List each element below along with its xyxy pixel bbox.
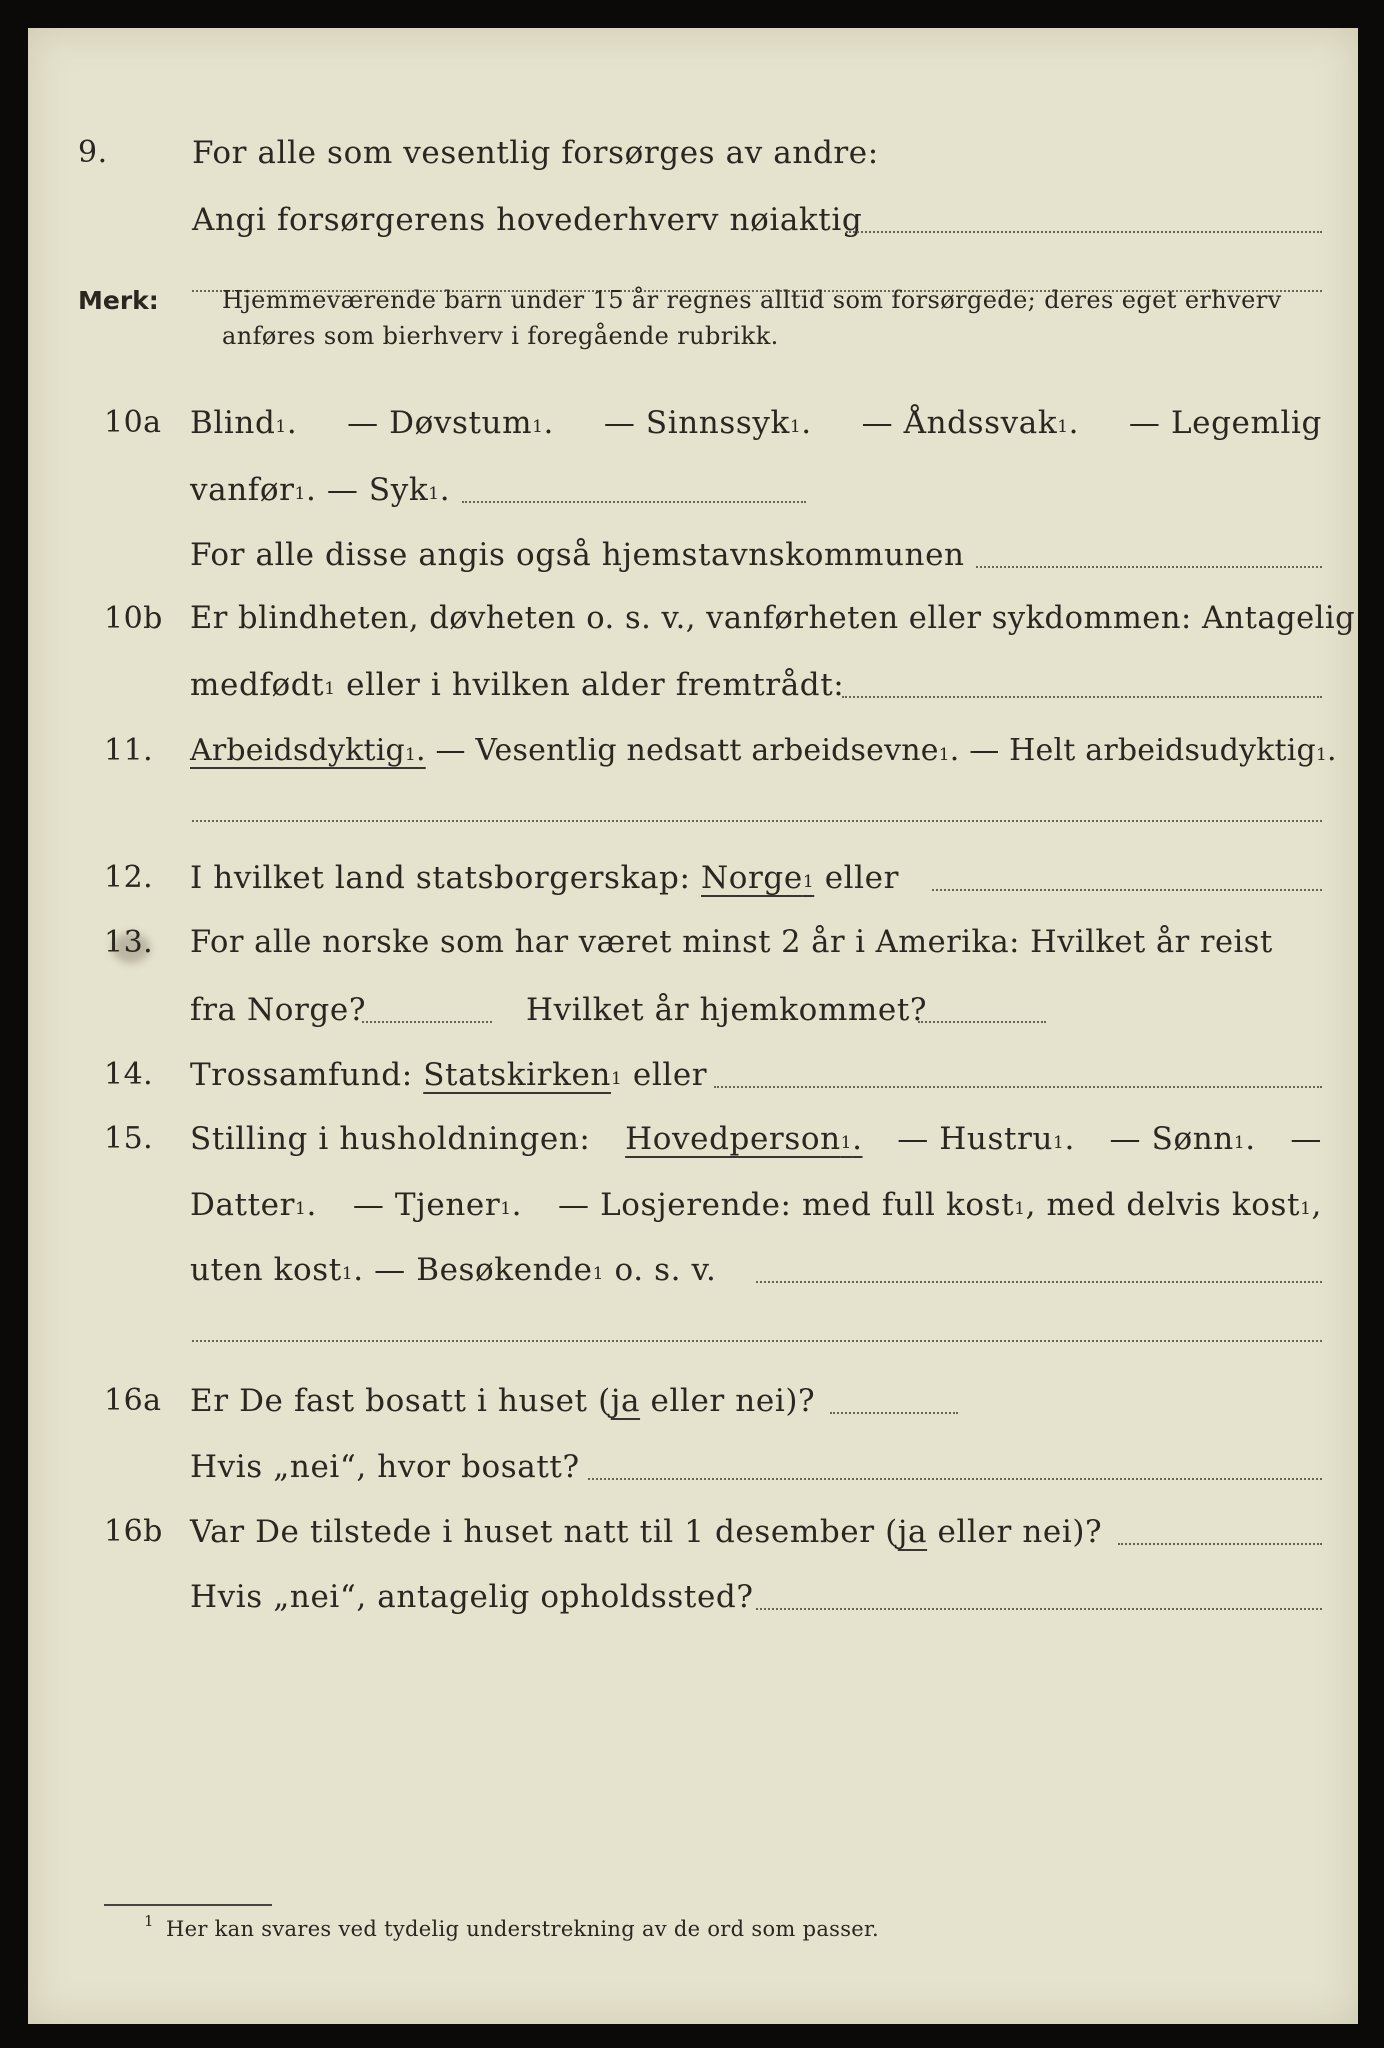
q10b-number: 10b [104, 601, 163, 636]
q12-text: I hvilket land statsborgerskap: Norge$^1$ eller [190, 860, 900, 896]
q10a-line2 [0, 465, 1384, 515]
q16a-hvor-line[interactable] [588, 1478, 1322, 1480]
merk-line1: Hjemmeværende barn under 15 år regnes alltid som forsørgede; deres eget erhverv [222, 286, 1282, 314]
q13-reist-label: fra Norge? [190, 992, 367, 1028]
q15-line3 [0, 1245, 1384, 1295]
q15-answer-line[interactable] [756, 1281, 1322, 1283]
q13-number: 13. [104, 925, 154, 960]
q10a-legemlig: — Legemlig [1128, 405, 1322, 441]
q10a-options [190, 398, 1322, 448]
q11-options: Arbeidsdyktig$^1$. — Vesentlig nedsatt arbeidsevne$^1$. — Helt arbeidsudyktig$^1$. [190, 733, 1337, 768]
q15-hovedperson-selected: Hovedperson$^1$. [625, 1121, 863, 1157]
q16b-number: 16b [104, 1514, 163, 1549]
q10b-medfodt: medfødt$^1$ eller i hvilken alder fremtrådt: [190, 667, 845, 703]
q16a-hvor-label: Hvis „nei“, hvor bosatt? [190, 1449, 580, 1485]
q13-hjemkommet-label: Hvilket år hjemkommet? [526, 992, 928, 1028]
merk-note [222, 282, 1352, 354]
q9-answer-line[interactable] [846, 231, 1322, 233]
q10a-syk-line[interactable] [462, 501, 806, 503]
q10b-text: Er blindheten, døvheten o. s. v., vanførheten eller sykdommen: Antagelig [190, 601, 1356, 636]
q14-answer-line[interactable] [714, 1086, 1322, 1088]
q16b-opholdssted-label: Hvis „nei“, antagelig opholdssted? [190, 1579, 754, 1615]
q14-text: Trossamfund: Statskirken$^1$ eller [190, 1057, 708, 1093]
q12-answer-line[interactable] [932, 889, 1322, 891]
q16b-ja-selected: ja [897, 1514, 928, 1550]
q16a-number: 16a [104, 1383, 162, 1418]
q10a-number: 10a [104, 405, 162, 440]
q9-line2 [0, 195, 1384, 245]
q15-options-1: Stilling i husholdningen: Hovedperson$^1$. — Hustru$^1$. — Sønn$^1$. — [190, 1114, 1322, 1164]
q15-options-2: Datter$^1$. — Tjener$^1$. — Losjerende: med full kost$^1$, med delvis kost$^1$, [190, 1187, 1322, 1223]
q10a-line1 [0, 398, 1384, 448]
q14-number: 14. [104, 1057, 154, 1092]
footnote-rule [104, 1904, 272, 1906]
q15-line2 [0, 1180, 1384, 1230]
q9-number: 9. [78, 135, 108, 170]
q10a-hjemstavn-label: For alle disse angis også hjemstavnskommunen [190, 537, 965, 573]
q11-arbeidsdyktig-selected: Arbeidsdyktig$^1$. [190, 733, 426, 768]
q16a-answer-line[interactable] [830, 1412, 958, 1414]
q15-number: 15. [104, 1121, 154, 1156]
q16b-answer-line[interactable] [1118, 1543, 1322, 1545]
q10b-answer-line[interactable] [842, 696, 1322, 698]
q10a-vanfor-syk: vanfør$^1$. — Syk$^1$. [190, 472, 451, 508]
q16b-text: Var De tilstede i huset natt til 1 desember (ja eller nei)? [190, 1514, 1103, 1550]
q10a-blind: Blind$^1$. [190, 405, 298, 441]
q10b-line2 [0, 660, 1384, 710]
footnote-mark: 1 [144, 1912, 154, 1930]
q10a-dovstum: — Døvstum$^1$. [347, 405, 555, 441]
q16b-line2 [0, 1572, 1384, 1622]
q11-number: 11. [104, 733, 154, 768]
q13-line1 [0, 918, 1384, 968]
q10b-line1 [0, 594, 1384, 644]
q9-line1 [0, 128, 1384, 178]
q15-options-3: uten kost$^1$. — Besøkende$^1$ o. s. v. [190, 1252, 717, 1288]
q10a-andssvak: — Åndssvak$^1$. [861, 405, 1080, 441]
q10a-hjemstavn-line[interactable] [976, 566, 1322, 568]
q12-line [0, 853, 1384, 903]
footnote-text: Her kan svares ved tydelig understrekning av de ord som passer. [166, 1917, 880, 1941]
q15-extra-line[interactable] [192, 1340, 1322, 1342]
q10a-line3 [0, 530, 1384, 580]
q12-number: 12. [104, 860, 154, 895]
q16b-line1 [0, 1507, 1384, 1557]
q16a-line1 [0, 1376, 1384, 1426]
q13-text: For alle norske som har været minst 2 år i Amerika: Hvilket år reist [190, 925, 1273, 960]
q11-line [0, 726, 1384, 776]
q10a-sinnssyk: — Sinnssyk$^1$. [603, 405, 812, 441]
q9-provider-label: Angi forsørgerens hovederhverv nøiaktig [192, 202, 863, 238]
q13-hjemkommet-line[interactable] [918, 1021, 1046, 1023]
q14-statskirken-selected: Statskirken [423, 1057, 611, 1093]
q14-line [0, 1050, 1384, 1100]
q16a-text: Er De fast bosatt i huset (ja eller nei)? [190, 1383, 816, 1419]
q16b-opholdssted-line[interactable] [756, 1608, 1322, 1610]
q16a-line2 [0, 1442, 1384, 1492]
q12-norge-selected: Norge$^1$ [701, 860, 815, 896]
q13-line2 [0, 985, 1384, 1035]
q11-extra-line[interactable] [192, 820, 1322, 822]
q16a-ja-selected: ja [610, 1383, 641, 1419]
merk-label: Merk: [78, 286, 159, 315]
merk-line2: anføres som bierhverv i foregående rubrikk. [222, 322, 779, 350]
q9-text: For alle som vesentlig forsørges av andre: [192, 135, 879, 171]
q13-reist-line[interactable] [362, 1021, 492, 1023]
q15-line1 [0, 1114, 1384, 1164]
